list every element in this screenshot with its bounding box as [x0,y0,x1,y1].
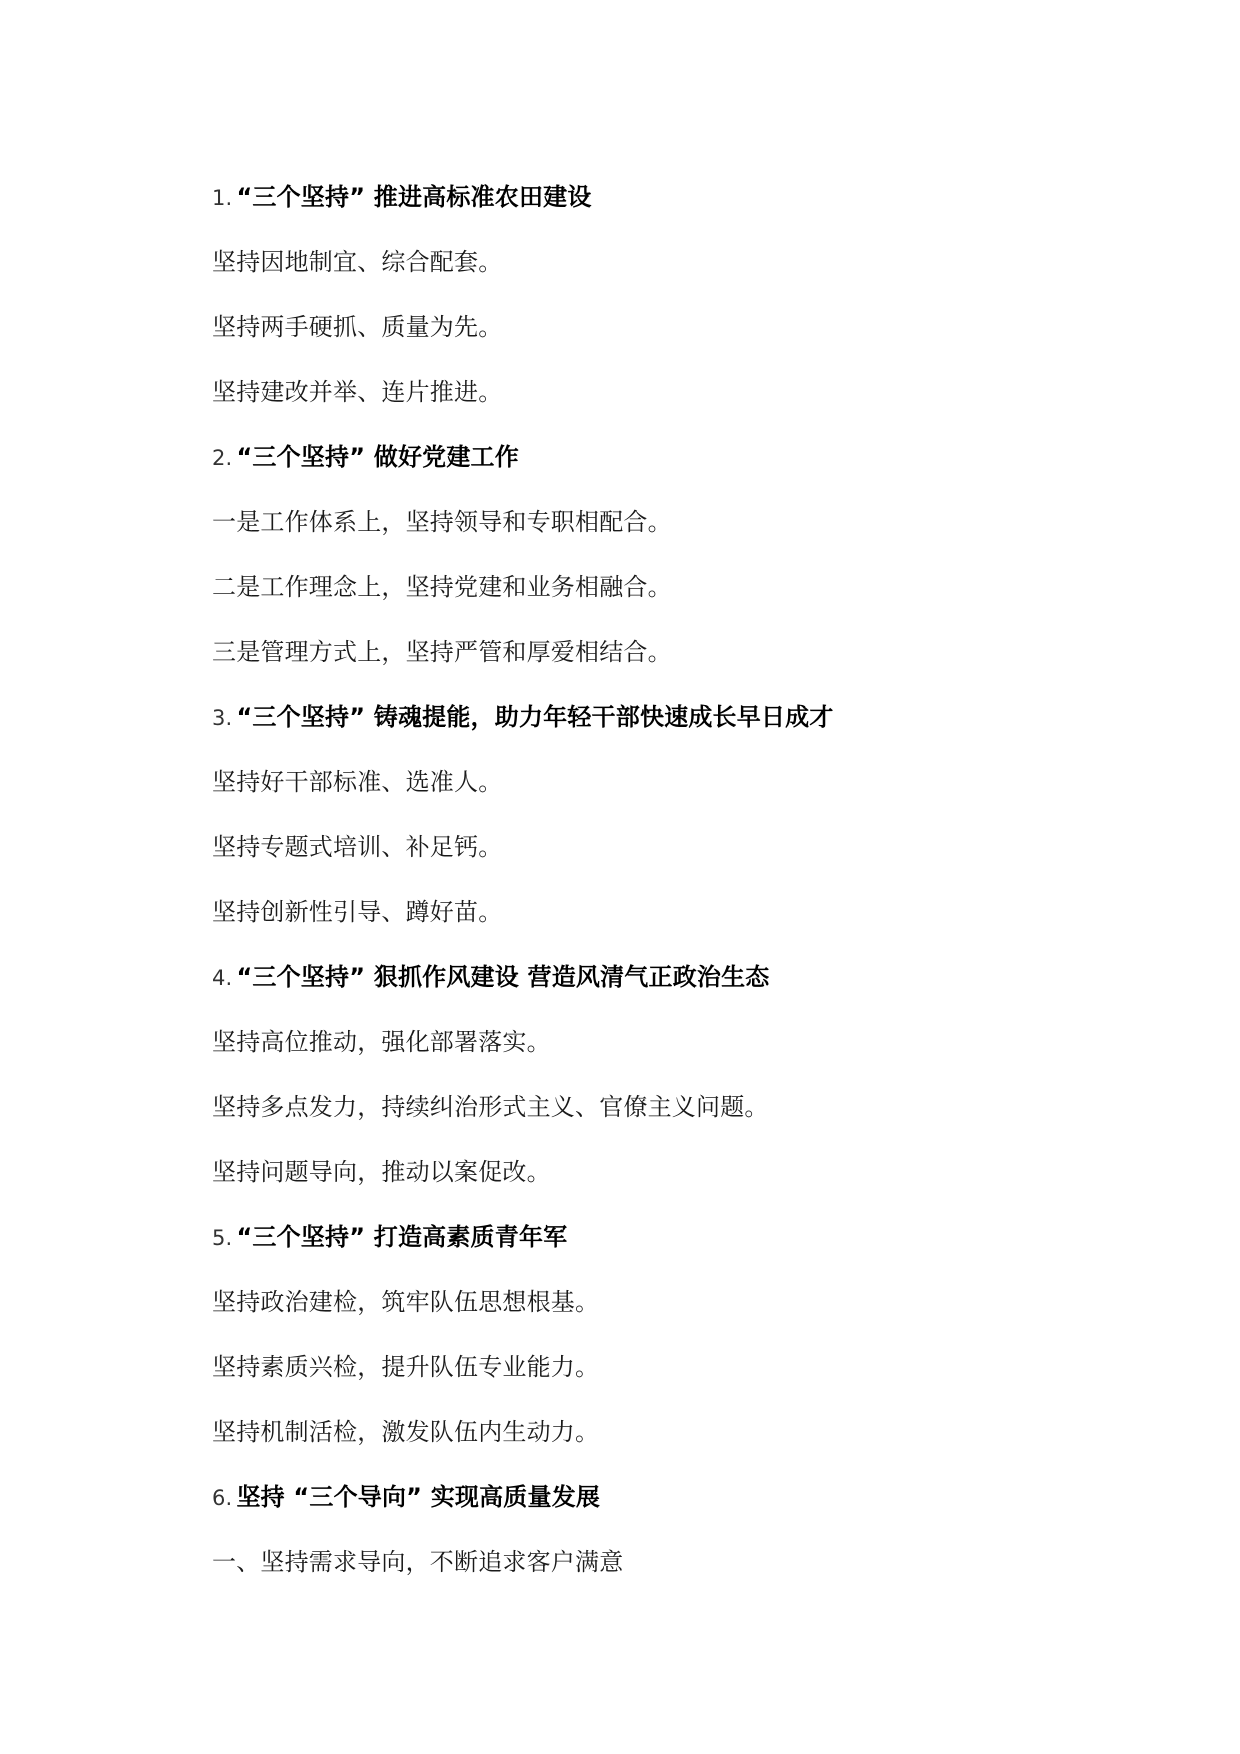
section-title: “三个坚持” 推进高标准农田建设 [236,183,592,211]
paragraph: 二是工作理念上，坚持党建和业务相融合。 [212,573,672,601]
paragraph: 坚持因地制宜、综合配套。 [212,248,503,276]
section-heading [212,958,1172,1023]
section-heading [212,698,1172,763]
section-heading [212,1218,1172,1283]
section-heading [212,438,1172,503]
section-number: 3. [212,706,233,730]
paragraph: 坚持机制活检，激发队伍内生动力。 [212,1418,600,1446]
paragraph: 三是管理方式上，坚持严管和厚爱相结合。 [212,638,672,666]
paragraph: 一是工作体系上，坚持领导和专职相配合。 [212,508,672,536]
section-title: “三个坚持” 铸魂提能，助力年轻干部快速成长早日成才 [236,703,834,731]
paragraph: 坚持两手硬抓、质量为先。 [212,313,503,341]
paragraph: 坚持素质兴检，提升队伍专业能力。 [212,1353,600,1381]
paragraph: 一、坚持需求导向，不断追求客户满意 [212,1548,624,1576]
paragraph: 坚持建改并举、连片推进。 [212,378,503,406]
section-number: 1. [212,186,233,210]
section-title: 坚持 “三个导向” 实现高质量发展 [236,1483,601,1511]
section-title: “三个坚持” 狠抓作风建设 营造风清气正政治生态 [236,963,770,991]
paragraph: 坚持高位推动，强化部署落实。 [212,1028,551,1056]
paragraph: 坚持好干部标准、选准人。 [212,768,503,796]
section-number: 6. [212,1486,233,1510]
section-title: “三个坚持” 打造高素质青年军 [236,1223,568,1251]
paragraph: 坚持多点发力，持续纠治形式主义、官僚主义问题。 [212,1093,769,1121]
paragraph: 坚持创新性引导、蹲好苗。 [212,898,503,926]
section-number: 2. [212,446,233,470]
section-heading [212,178,1172,243]
section-heading [212,1478,1172,1543]
paragraph: 坚持政治建检，筑牢队伍思想根基。 [212,1288,600,1316]
paragraph: 坚持专题式培训、补足钙。 [212,833,503,861]
paragraph: 坚持问题导向，推动以案促改。 [212,1158,551,1186]
document-body [212,178,1172,1608]
section-number: 5. [212,1226,233,1250]
section-number: 4. [212,966,233,990]
section-title: “三个坚持” 做好党建工作 [236,443,519,471]
